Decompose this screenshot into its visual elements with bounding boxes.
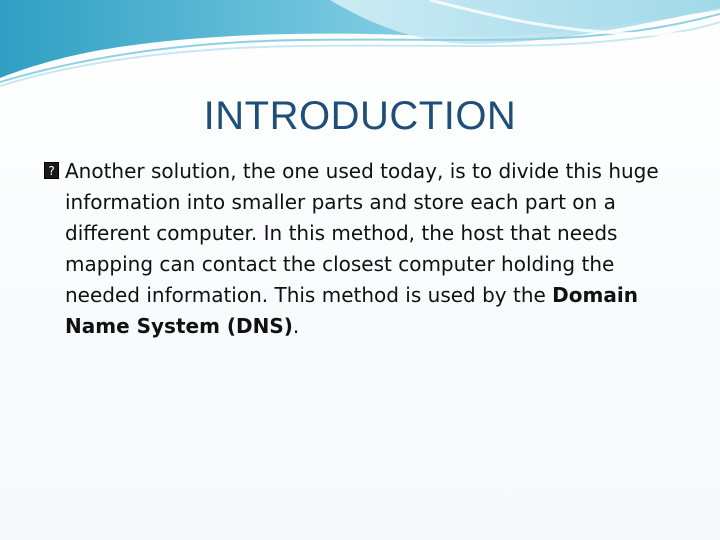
paragraph-text: Another solution, the one used today, is to divide this huge information into smaller parts and store each part on a different computer. In this method, the host that needs mapping can contact the closest computer holding the needed information. This method is used by the xyxy=(65,159,659,307)
paragraph-strong-text: Domain Name System (DNS) xyxy=(65,283,638,338)
missing-glyph-bullet-icon: ? xyxy=(44,162,59,179)
slide-body xyxy=(44,156,684,342)
paragraph-end: . xyxy=(292,314,300,338)
header-wave-decoration xyxy=(0,0,720,90)
bullet-paragraph xyxy=(44,156,684,342)
slide-title: INTRODUCTION xyxy=(203,94,517,138)
